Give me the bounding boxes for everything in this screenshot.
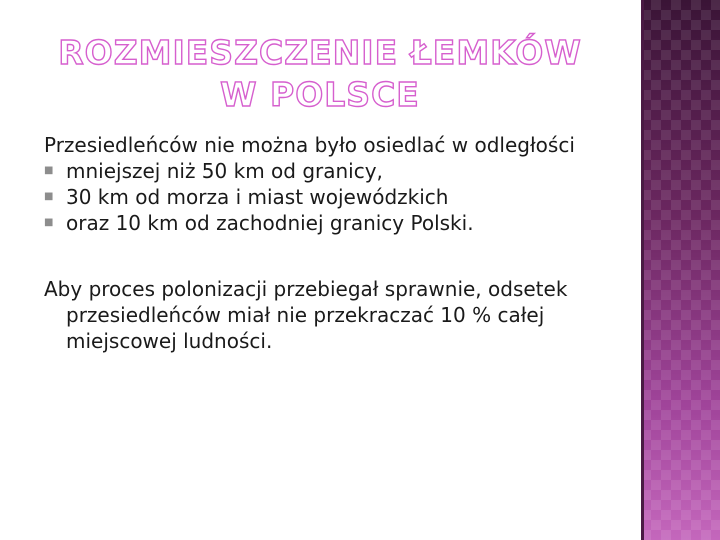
side-panel-edge <box>641 0 644 540</box>
bullet-item <box>44 158 614 184</box>
bullet-item <box>44 210 614 236</box>
bullet-list <box>44 158 614 236</box>
square-bullet-icon: ■ <box>44 191 54 202</box>
bullet-text: oraz 10 km od zachodniej granicy Polski. <box>66 211 474 235</box>
title-line-1: ROZMIESZCZENIE ŁEMKÓW <box>58 33 582 72</box>
square-bullet-icon: ■ <box>44 165 54 176</box>
slide-title <box>40 32 600 116</box>
square-bullet-icon: ■ <box>44 217 54 228</box>
bullet-text: mniejszej niż 50 km od granicy, <box>66 159 383 183</box>
closing-paragraph: Aby proces polonizacji przebiegał sprawnie, odsetek przesiedleńców miał nie przekraczać 10 % całej miejscowej ludności. <box>44 277 568 353</box>
spacer <box>44 236 614 276</box>
intro-paragraph: Przesiedleńców nie można było osiedlać w odległości <box>44 133 575 157</box>
decorative-side-panel <box>641 0 720 540</box>
title-line-2: W POLSCE <box>220 75 420 114</box>
bullet-text: 30 km od morza i miast wojewódzkich <box>66 185 449 209</box>
bullet-item <box>44 184 614 210</box>
slide-body <box>44 132 614 354</box>
